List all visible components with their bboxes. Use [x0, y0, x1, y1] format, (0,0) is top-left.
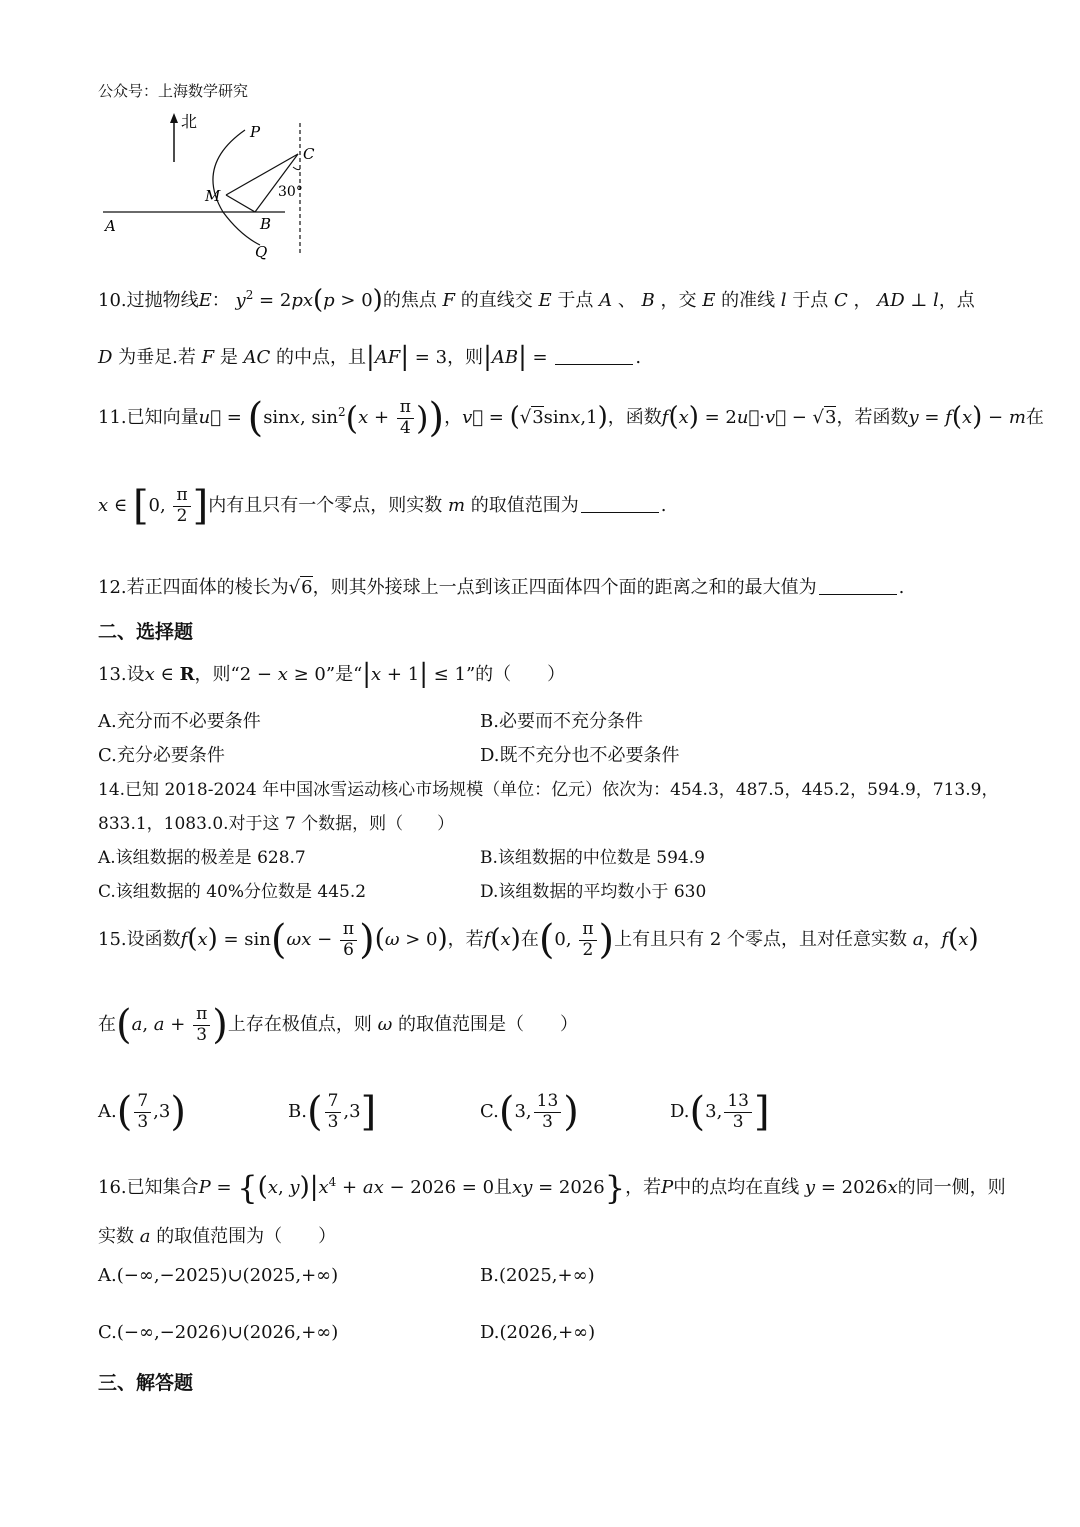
- navigation-figure: [95, 105, 335, 265]
- q15-option-a: A.( $\frac{7}{3}$ ,3): [98, 1089, 186, 1136]
- q13-stem: 13.设x ∈ R，则“2 − x ≥ 0”是“|x + 1| ≤ 1”的（ ）: [98, 659, 566, 689]
- q10-line1: 10.过抛物线E： $y^2 = 2px(p > 0)$的焦点 F 的直线交 E 于点 A 、 B ，交 E 的准线 l 于点 C ， AD ⊥ l，点: [98, 285, 975, 315]
- q16-line2: 实数 a 的取值范围为（ ）: [98, 1226, 337, 1247]
- q16-option-b: B.(2025,+∞): [480, 1265, 595, 1286]
- label-B: B: [260, 215, 272, 233]
- q14-option-a: A.该组数据的极差是 628.7: [98, 848, 306, 868]
- q16-option-d: D.(2026,+∞): [480, 1322, 596, 1343]
- q15-option-b: B.( $\frac{7}{3}$ ,3]: [288, 1089, 377, 1136]
- q14-option-d: D.该组数据的平均数小于 630: [480, 882, 707, 902]
- q15-option-c: C.(3, $\frac{13}{3}$ ): [480, 1089, 579, 1136]
- label-M: M: [205, 187, 221, 205]
- q13-option-d: D.既不充分也不必要条件: [480, 745, 680, 766]
- q13-option-b: B.必要而不充分条件: [480, 711, 643, 732]
- answer-blank: [819, 593, 897, 595]
- label-C: C: [303, 145, 315, 163]
- q15-line1: 15.设函数f(x) = sin(ωx − $\frac{\pi}{6}$ )(ω > 0)，若f(x)在(0, $\frac{\pi}{2}$ )上有且只有 2 个零点，且对任意实数 a，f(x): [98, 917, 979, 964]
- q14-line2: 833.1，1083.0.对于这 7 个数据，则（ ）: [98, 814, 455, 834]
- north-label: 北: [181, 112, 198, 131]
- q14-option-c: C.该组数据的 40%分位数是 445.2: [98, 882, 367, 902]
- label-angle: 30°: [278, 184, 303, 200]
- page-header: 公众号：上海数学研究: [98, 82, 249, 100]
- q12-line: 12.若正四面体的棱长为√6，则其外接球上一点到该正四面体四个面的距离之和的最大值为 .: [98, 577, 905, 598]
- q15-option-d: D.(3, $\frac{13}{3}$ ]: [670, 1089, 770, 1136]
- q16-line1: 16.已知集合P = {(x, $y)|x^4$ + ax − 2026 = 0且xy = 2026}，若P中的点均在直线 y = 2026x的同一侧，则: [98, 1169, 1006, 1207]
- q15-line2: 在(a, a + $\frac{\pi}{3}$ )上存在极值点，则 ω 的取值范围是（ ）: [98, 1002, 578, 1049]
- line-MB: [226, 195, 255, 212]
- q10-line2: D 为垂足.若 F 是 AC 的中点，且|AF| = 3，则|AB| = .: [98, 342, 642, 372]
- q14-line1: 14.已知 2018-2024 年中国冰雪运动核心市场规模（单位：亿元）依次为：454.3，487.5，445.2，594.9，713.9，: [98, 780, 999, 800]
- q13-option-a: A.充分而不必要条件: [98, 711, 261, 732]
- q11-line1: 11.已知向量u⃗ = (sinx, $\sin^2(x$ + $\frac{\pi}{4}$ ))，v⃗ = (√3sinx,1)，函数f(x) = 2u⃗·v⃗ − √3，若函数y = f(x) − m在: [98, 395, 1044, 442]
- label-P: P: [250, 123, 261, 141]
- section-2-title: 二、选择题: [98, 621, 194, 643]
- q11-line2: x ∈ [0, $\frac{\pi}{2}$ ]内有且只有一个零点，则实数 m 的取值范围为 .: [98, 483, 667, 530]
- angle-arc: [293, 167, 300, 170]
- line-BC: [255, 154, 298, 212]
- label-Q: Q: [255, 243, 268, 261]
- label-A: A: [105, 217, 116, 235]
- north-arrow-head: [170, 113, 178, 123]
- q16-option-a: A.(−∞,−2025)∪(2025,+∞): [98, 1265, 339, 1286]
- section-3-title: 三、解答题: [98, 1372, 194, 1394]
- q16-option-c: C.(−∞,−2026)∪(2026,+∞): [98, 1322, 339, 1343]
- answer-blank: [555, 363, 633, 365]
- q13-option-c: C.充分必要条件: [98, 745, 225, 766]
- q14-option-b: B.该组数据的中位数是 594.9: [480, 848, 705, 868]
- answer-blank: [581, 511, 659, 513]
